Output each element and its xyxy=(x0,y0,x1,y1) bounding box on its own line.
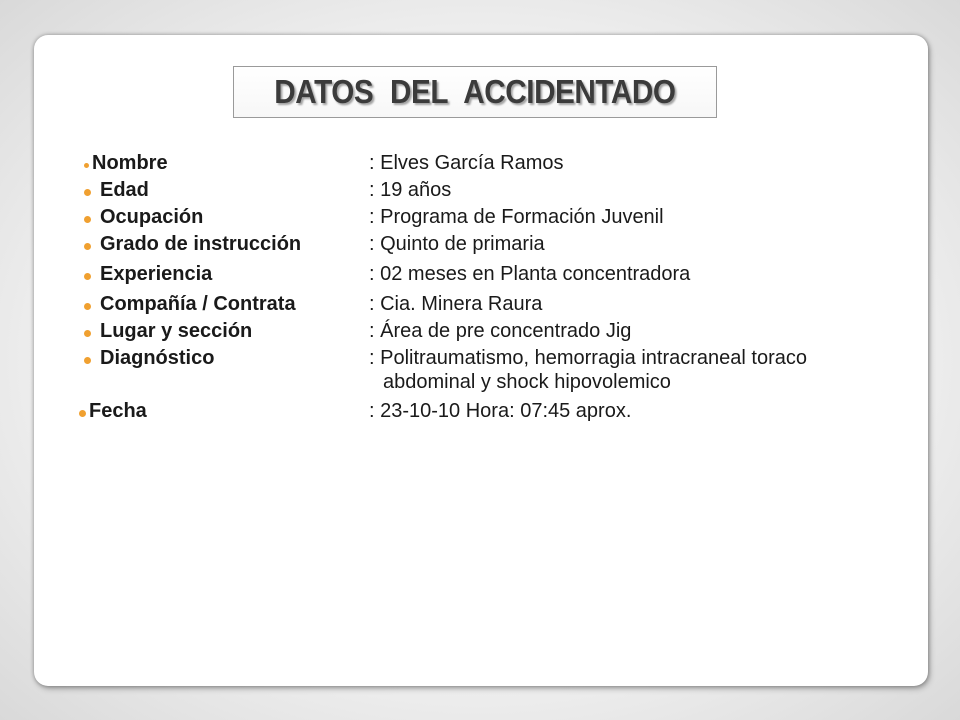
field-value-experiencia: : 02 meses en Planta concentradora xyxy=(369,263,691,285)
field-label-lugar: Lugar y sección xyxy=(100,320,253,342)
field-row-lugar xyxy=(0,320,960,346)
field-value-diagnostico-continued: abdominal y shock hipovolemico xyxy=(383,371,671,393)
field-value-fecha: : 23-10-10 Hora: 07:45 aprox. xyxy=(369,400,632,422)
field-label-ocupacion: Ocupación xyxy=(100,206,204,228)
bullet-icon xyxy=(84,189,91,196)
field-value-diagnostico: : Politraumatismo, hemorragia intracraneal toraco xyxy=(369,347,807,369)
bullet-icon xyxy=(84,216,91,223)
field-label-nombre: Nombre xyxy=(92,152,168,174)
bullet-icon xyxy=(84,163,89,168)
field-row-diagnostico xyxy=(0,347,960,395)
bullet-icon xyxy=(84,330,91,337)
field-row-experiencia xyxy=(0,263,960,289)
field-label-compania: Compañía / Contrata xyxy=(100,293,296,315)
bullet-icon xyxy=(84,243,91,250)
slide-title: DATOS DEL ACCIDENTADO xyxy=(274,73,676,110)
field-row-compania xyxy=(0,293,960,319)
field-label-grado: Grado de instrucción xyxy=(100,233,302,255)
field-value-compania: : Cia. Minera Raura xyxy=(369,293,543,315)
bullet-icon xyxy=(84,357,91,364)
field-value-edad: : 19 años xyxy=(369,179,452,201)
field-value-grado: : Quinto de primaria xyxy=(369,233,545,255)
field-row-edad xyxy=(0,179,960,205)
bullet-icon xyxy=(84,303,91,310)
bullet-icon xyxy=(79,410,86,417)
field-label-experiencia: Experiencia xyxy=(100,263,213,285)
field-value-ocupacion: : Programa de Formación Juvenil xyxy=(369,206,664,228)
field-label-fecha: Fecha xyxy=(89,400,147,422)
bullet-icon xyxy=(84,273,91,280)
field-row-ocupacion xyxy=(0,206,960,232)
field-label-edad: Edad xyxy=(100,179,149,201)
field-label-diagnostico: Diagnóstico xyxy=(100,347,215,369)
title-box xyxy=(233,66,717,118)
field-row-grado xyxy=(0,233,960,259)
field-value-nombre: : Elves García Ramos xyxy=(369,152,564,174)
field-row-fecha xyxy=(0,400,960,426)
field-row-nombre xyxy=(0,152,960,178)
field-value-lugar: : Área de pre concentrado Jig xyxy=(369,320,632,342)
